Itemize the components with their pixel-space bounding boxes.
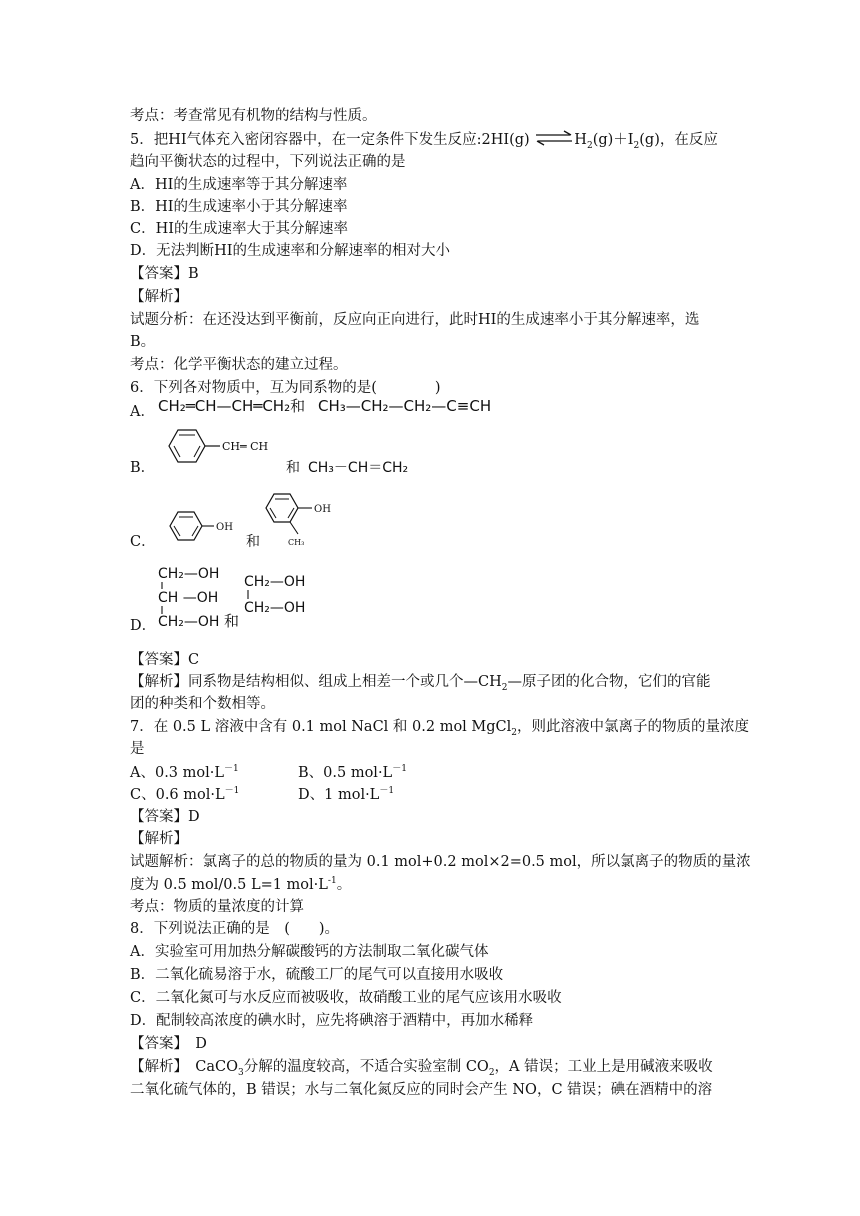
answer-7: 【答案】D (130, 809, 200, 825)
b-vinyl-group: CH═ CH (222, 440, 269, 453)
question-8-stem: 8．下列说法正确的是 ( )。 (130, 921, 340, 937)
q6-option-a-structures (158, 393, 498, 419)
d-glycerol-row-2: CH —OH (158, 590, 219, 606)
q6-option-d-label: D． (130, 618, 157, 634)
analysis-6-line-2: 团的种类和个数相等。 (130, 696, 275, 712)
equilibrium-arrow-icon (534, 131, 574, 145)
cresol-ring-icon (266, 494, 298, 522)
question-7-stem: 7．在 0.5 L 溶液中含有 0.1 mol NaCl 和 0.2 mol MgCl$_2$，则此溶液中氯离子的物质的量浓度 (130, 719, 750, 738)
analysis-8-line-1: 【解析】 CaCO$_3$分解的温度较高，不适合实验室制 $CO_2$，A 错误；工业上是用碱液来吸收 (130, 1059, 713, 1078)
q5-option-c: C．HI的生成速率大于其分解速率 (130, 221, 348, 237)
q6-option-b-label: B． (130, 460, 156, 476)
analysis-5-heading: 【解析】 (130, 289, 188, 305)
b-propene: CH₃－CH＝CH₂ (308, 460, 409, 476)
c-ch3: CH₃ (288, 538, 305, 547)
q6-option-d-structures (158, 562, 358, 638)
kaodian-q5: 考点：化学平衡状态的建立过程。 (130, 357, 348, 373)
q7-option-a: A、0.3 $mol\cdot L^{-1}$ (130, 764, 239, 781)
analysis-6-line-1: 【解析】同系物是结构相似、组成上相差一个或几个$—CH_2—$原子团的化合物，它们的官能 (130, 674, 711, 693)
a-butadiene: CH₂═CH—CH═CH₂和 (158, 397, 306, 415)
analysis-7-heading: 【解析】 (130, 831, 188, 847)
q6-option-c-label: C． (130, 534, 156, 550)
q5-option-a: A．HI的生成速率等于其分解速率 (130, 177, 348, 193)
q8-option-d: D．配制较高浓度的碘水时，应先将碘溶于酒精中，再加水稀释 (130, 1013, 534, 1029)
q6-option-b-structures (158, 424, 438, 476)
kaodian-q4: 考点：考查常见有机物的结构与性质。 (130, 108, 377, 124)
q7-option-d: D、1 $mol\cdot L^{-1}$ (298, 786, 395, 803)
question-5-stem-2: 趋向平衡状态的过程中，下列说法正确的是 (130, 154, 406, 170)
analysis-7-line-2: 度为 0.5 mol/0.5 L=1 $mol\cdot L^{-1}$。 (130, 876, 352, 893)
q6-option-a-label: A． (130, 404, 155, 420)
question-5-stem: 5．把HI气体充入密闭容器中，在一定条件下发生反应:2HI(g) $H_2(g)+I_2(g)$，在反应 (130, 132, 718, 151)
answer-5: 【答案】B (130, 266, 199, 282)
d-glycerol-row-1: CH₂—OH (158, 566, 220, 582)
a-pentyne: CH₃—CH₂—CH₂—C≡CH (318, 397, 492, 415)
answer-8: 【答案】 D (130, 1036, 207, 1052)
c-and: 和 (246, 534, 260, 550)
analysis-5-line-2: B。 (130, 334, 156, 350)
q8-option-c: C．二氧化氮可与水反应而被吸收，故硝酸工业的尾气应该用水吸收 (130, 990, 562, 1006)
d-glycol-row-2: CH₂—OH (244, 600, 306, 616)
c-oh: OH (216, 522, 233, 533)
d-glycol-row-1: CH₂—OH (244, 574, 306, 590)
answer-6: 【答案】C (130, 652, 200, 668)
phenol-ring-icon (170, 512, 202, 540)
q7-option-b: B、0.5 $mol\cdot L^{-1}$ (298, 764, 407, 781)
q7-option-c: C、0.6 $mol\cdot L^{-1}$ (130, 786, 240, 803)
d-glycerol-row-3: CH₂—OH (158, 614, 220, 630)
analysis-7-line-1: 试题解析：氯离子的总的物质的量为 0.1 mol+0.2 mol×2=0.5 mol，所以氯离子的物质的量浓 (130, 854, 751, 870)
q6-option-c-structures (158, 490, 358, 552)
analysis-5-line-1: 试题分析：在还没达到平衡前，反应向正向进行，此时HI的生成速率小于其分解速率，选 (130, 312, 700, 328)
q8-option-b: B．二氧化硫易溶于水，硫酸工厂的尾气可以直接用水吸收 (130, 967, 504, 983)
q5-option-d: D．无法判断HI的生成速率和分解速率的相对大小 (130, 243, 450, 259)
d-and: 和 (224, 612, 240, 630)
kaodian-q7: 考点：物质的量浓度的计算 (130, 899, 304, 915)
question-6-stem: 6．下列各对物质中，互为同系物的是( ) (130, 380, 441, 396)
analysis-8-line-2: 二氧化硫气体的，B 错误；水与二氧化氮反应的同时会产生 NO，C 错误；碘在酒精中的溶 (130, 1082, 713, 1098)
q8-option-a: A．实验室可用加热分解碳酸钙的方法制取二氧化碳气体 (130, 944, 489, 960)
b-and: 和 (286, 460, 300, 476)
c-oh-2: OH (314, 504, 331, 515)
question-7-stem-2: 是 (130, 741, 145, 757)
q5-option-b: B．HI的生成速率小于其分解速率 (130, 199, 348, 215)
